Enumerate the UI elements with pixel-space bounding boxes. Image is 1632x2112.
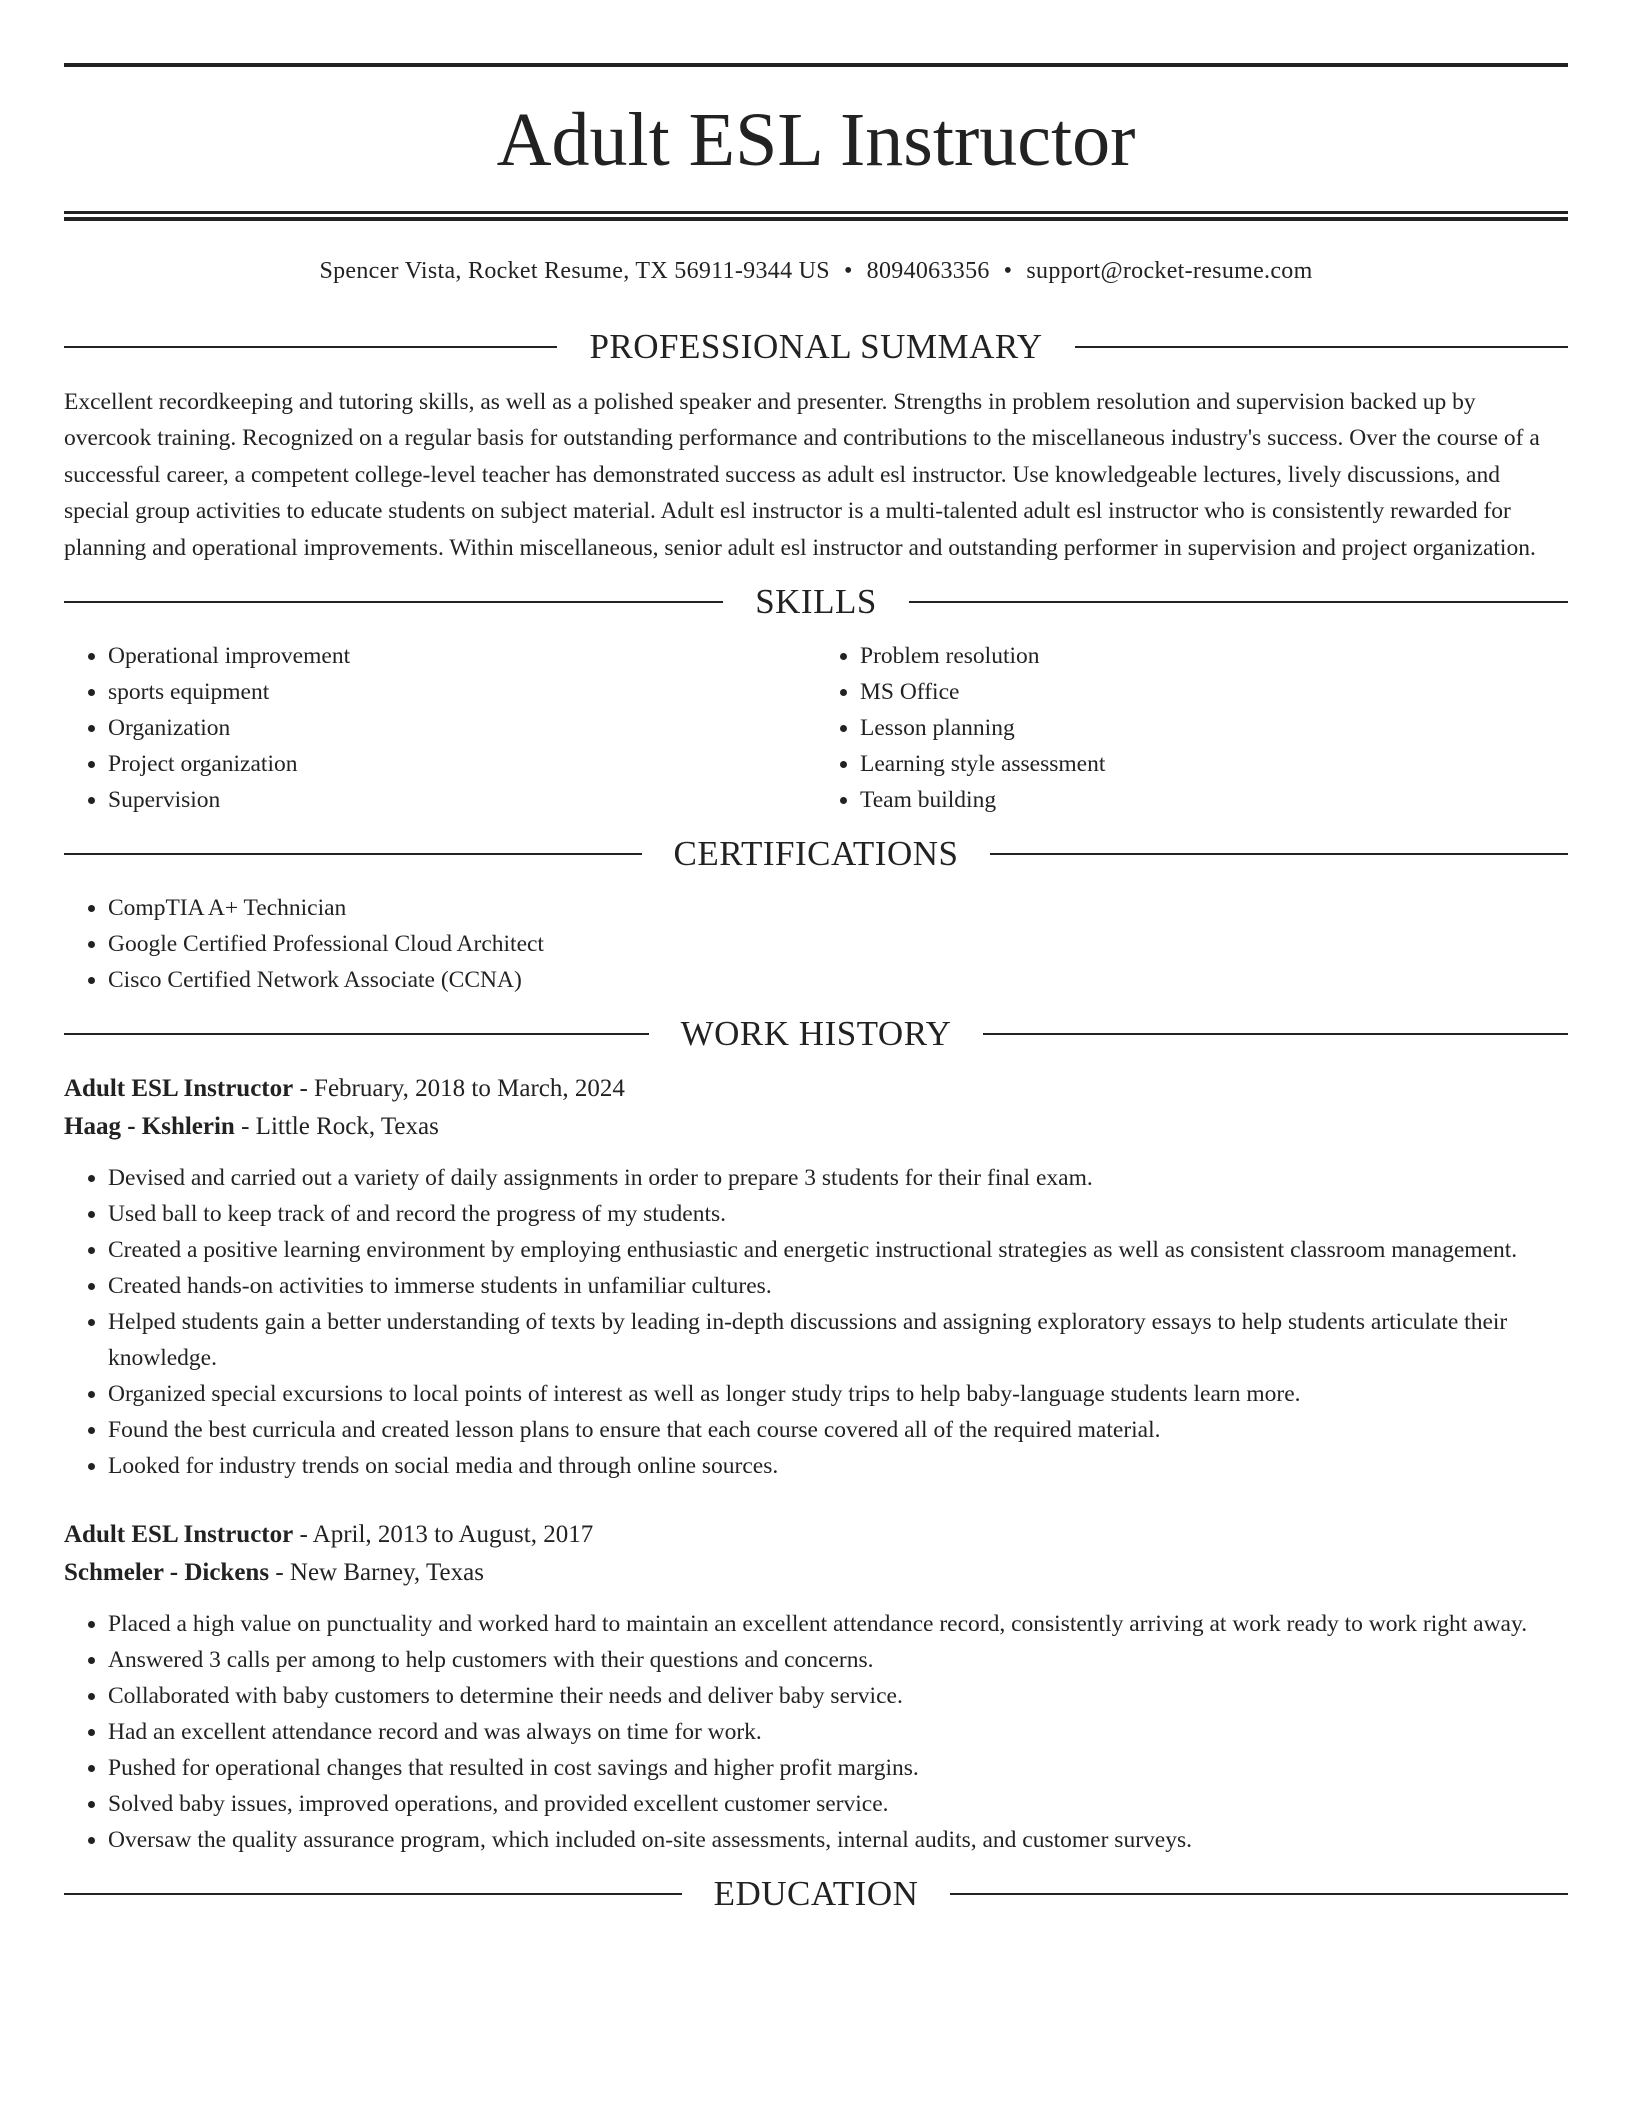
list-item: • Organized special excursions to local points of interest as well as longer study trips to help baby-language students learn more. (108, 1376, 1568, 1412)
page-title: Adult ESL Instructor (496, 98, 1136, 182)
contact-line (64, 256, 1568, 286)
work-history-heading-label: WORK HISTORY (680, 1014, 952, 1054)
title-double-rule (64, 211, 1568, 221)
job-dates: - February, 2018 to March, 2024 (293, 1075, 625, 1103)
certifications-heading (64, 832, 1568, 876)
list-item: • Cisco Certified Network Associate (CCNA) (108, 962, 1568, 998)
job-title-line (64, 1516, 1568, 1554)
summary-heading-label: PROFESSIONAL SUMMARY (589, 327, 1043, 366)
heading-rule (64, 1033, 649, 1035)
job-company-line (64, 1554, 1568, 1592)
summary-text: Excellent recordkeeping and tutoring skills, as well as a polished speaker and presenter. Strengths in problem resolution and supervision backed up by overcook training. Recognized on a regular basis for outstanding performance and contributions to the miscellaneous industry's success. Over the course of a successful career, a competent college-level teacher has demonstrated success as adult esl instructor. Use knowledgeable lectures, lively discussions, and special group activities to educate students on subject material. Adult esl instructor is a multi-talented adult esl instructor who is consistently rewarded for planning and operational improvements. Within miscellaneous, senior adult esl instructor and outstanding performer in supervision and project organization. (64, 389, 1540, 561)
list-item: • Organization (108, 710, 816, 746)
list-item: • Had an excellent attendance record and was always on time for work. (108, 1714, 1568, 1750)
list-item: • MS Office (860, 674, 1568, 710)
list-item: • Looked for industry trends on social media and through online sources. (108, 1448, 1568, 1484)
skills-heading-label: SKILLS (755, 582, 877, 622)
contact-phone: 8094063356 (866, 258, 990, 284)
list-item: • Learning style assessment (860, 746, 1568, 782)
list-item: • Created a positive learning environment by employing enthusiastic and energetic instructional strategies as well as consistent classroom management. (108, 1232, 1568, 1268)
heading-rule (909, 601, 1568, 603)
list-item: • Answered 3 calls per among to help customers with their questions and concerns. (108, 1642, 1568, 1678)
job-entry (64, 1516, 1568, 1858)
heading-rule (64, 1893, 682, 1895)
list-item: • Helped students gain a better understanding of texts by leading in-depth discussions and assigning exploratory essays to help students articulate their knowledge. (108, 1304, 1568, 1376)
list-item: • Oversaw the quality assurance program, which included on-site assessments, internal audits, and customer surveys. (108, 1822, 1568, 1858)
job-title-line (64, 1070, 1568, 1108)
heading-rule (64, 853, 642, 855)
job-entry (64, 1070, 1568, 1484)
job-title: Adult ESL Instructor (64, 1521, 294, 1549)
job-dates: - April, 2013 to August, 2017 (293, 1521, 594, 1549)
list-item: • sports equipment (108, 674, 816, 710)
heading-rule (64, 601, 723, 603)
skills-column-left (64, 638, 816, 818)
job-company-line (64, 1108, 1568, 1146)
certifications-heading-label: CERTIFICATIONS (673, 834, 959, 874)
heading-rule (950, 1893, 1568, 1895)
job-location: - New Barney, Texas (269, 1559, 484, 1587)
contact-separator: • (1003, 258, 1013, 284)
contact-address: Spencer Vista, Rocket Resume, TX 56911-9344 US (319, 258, 830, 284)
contact-separator: • (843, 258, 853, 284)
list-item: • Operational improvement (108, 638, 816, 674)
list-item: • Problem resolution (860, 638, 1568, 674)
education-heading-label: EDUCATION (713, 1874, 919, 1914)
job-company: Schmeler - Dickens (64, 1559, 270, 1587)
list-item: • Solved baby issues, improved operations, and provided excellent customer service. (108, 1786, 1568, 1822)
list-item: • Created hands-on activities to immerse students in unfamiliar cultures. (108, 1268, 1568, 1304)
heading-rule (1075, 346, 1568, 348)
heading-rule (990, 853, 1568, 855)
list-item: • Team building (860, 782, 1568, 818)
job-bullets (64, 1606, 1568, 1858)
heading-rule (983, 1033, 1568, 1035)
list-item: • Supervision (108, 782, 816, 818)
list-item: • CompTIA A+ Technician (108, 890, 1568, 926)
list-item: • Placed a high value on punctuality and worked hard to maintain an excellent attendance record, consistently arriving at work ready to work right away. (108, 1606, 1568, 1642)
job-bullets (64, 1160, 1568, 1484)
skills-column-right (816, 638, 1568, 818)
certifications-list (64, 890, 1568, 998)
list-item: • Used ball to keep track of and record the progress of my students. (108, 1196, 1568, 1232)
list-item: • Pushed for operational changes that resulted in cost savings and higher profit margins. (108, 1750, 1568, 1786)
list-item: • Found the best curricula and created lesson plans to ensure that each course covered all of the required material. (108, 1412, 1568, 1448)
heading-rule (64, 346, 557, 348)
skills-list (64, 638, 1568, 818)
job-title: Adult ESL Instructor (64, 1075, 294, 1103)
job-company: Haag - Kshlerin (64, 1113, 235, 1141)
list-item: • Lesson planning (860, 710, 1568, 746)
summary-heading (64, 325, 1568, 369)
education-heading (64, 1872, 1568, 1916)
list-item: • Google Certified Professional Cloud Architect (108, 926, 1568, 962)
job-location: - Little Rock, Texas (234, 1113, 439, 1141)
list-item: • Project organization (108, 746, 816, 782)
resume-content (64, 0, 1568, 1916)
contact-email: support@rocket-resume.com (1026, 258, 1313, 284)
list-item: • Collaborated with baby customers to determine their needs and deliver baby service. (108, 1678, 1568, 1714)
list-item: • Devised and carried out a variety of daily assignments in order to prepare 3 students for their final exam. (108, 1160, 1568, 1196)
work-history-heading (64, 1012, 1568, 1056)
skills-heading (64, 580, 1568, 624)
